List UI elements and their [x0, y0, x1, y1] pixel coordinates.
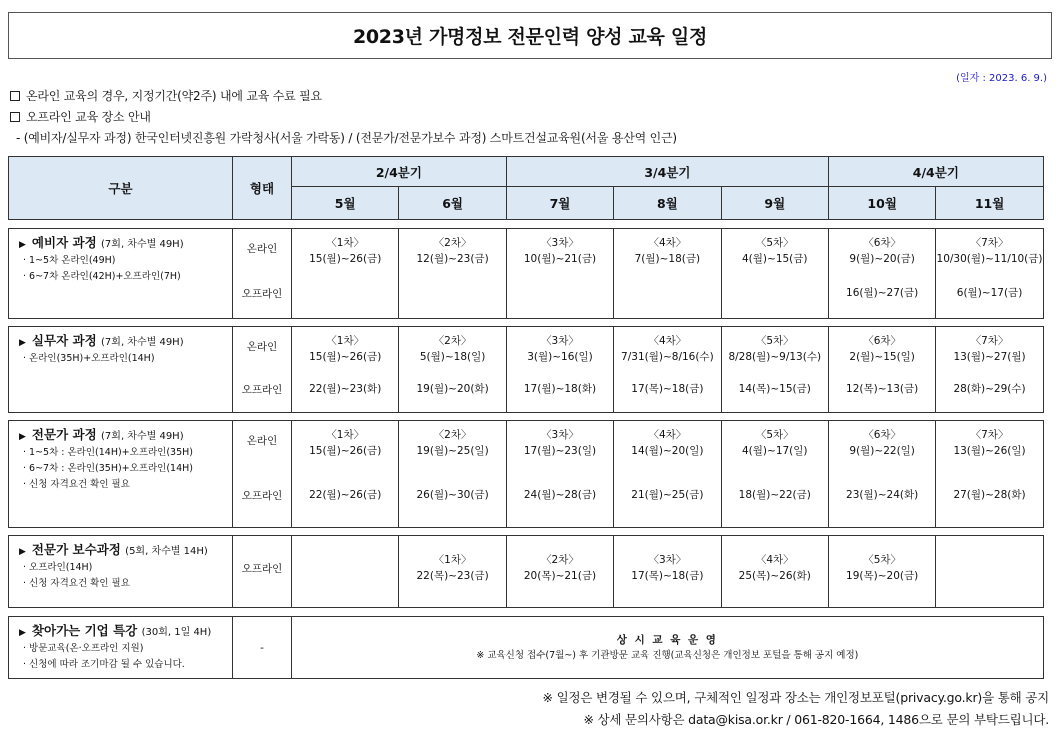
page-title: 2023년 가명정보 전문인력 양성 교육 일정: [352, 26, 708, 48]
online-dates: 19(월)~25(일): [416, 445, 489, 457]
offline-dates: 28(화)~29(수): [953, 383, 1026, 395]
offline-dates: 19(목)~20(금): [846, 570, 919, 582]
online-dates: 15(월)~26(금): [309, 351, 382, 363]
offline-dates: 27(월)~28(화): [953, 489, 1026, 501]
round-label: 〈6차〉: [863, 429, 902, 441]
course-meta: (7회, 차수별 49H): [101, 239, 184, 250]
type-offline: 오프라인: [241, 563, 283, 575]
note-location: - (예비자/실무자 과정) 한국인터넷진흥원 가락청사(서울 가락동) / (전문가/전문가보수 과정) 스마트건설교육원(서울 용산역 인근): [16, 131, 677, 145]
schedule-cell: [399, 229, 506, 319]
round-label: 〈2차〉: [541, 554, 579, 566]
schedule-cell: [614, 421, 721, 528]
round-label: 〈6차〉: [863, 335, 902, 347]
header-month: 5월: [292, 187, 399, 220]
offline-dates: 17(목)~18(금): [631, 383, 704, 395]
course-name: 찾아가는 기업 특강: [31, 623, 138, 638]
schedule-cell: [506, 327, 613, 413]
checkbox-icon: [10, 112, 20, 122]
offline-dates: 17(월)~18(화): [523, 383, 597, 395]
offline-dates: 22(목)~23(금): [416, 570, 489, 582]
type-online: 온라인: [246, 243, 278, 255]
online-dates: 9(월)~20(금): [849, 253, 915, 265]
course-meta: (5회, 차수별 14H): [125, 546, 208, 557]
online-dates: 14(월)~20(일): [631, 445, 704, 457]
offline-dates: 23(월)~24(화): [846, 489, 919, 501]
online-dates: 13(월)~27(월): [953, 351, 1026, 363]
type-cell: [233, 327, 292, 413]
online-dates: 4(월)~15(금): [742, 253, 808, 265]
footer-note-1: ※ 일정은 변경될 수 있으며, 구체적인 일정과 장소는 개인정보포털(privacy.go.kr)을 통해 공지: [542, 690, 1049, 705]
schedule-cell: [292, 229, 399, 319]
note-offline: 오프라인 교육 장소 안내: [26, 110, 151, 124]
offline-dates: 18(월)~22(금): [738, 489, 811, 501]
course-sub-note: · 6~7차 온라인(42H)+오프라인(7H): [23, 271, 181, 282]
type-offline: 오프라인: [241, 288, 283, 300]
schedule-cell: [399, 327, 506, 413]
schedule-cell: [721, 536, 828, 608]
type-offline: 오프라인: [241, 490, 283, 502]
schedule-cell: [721, 327, 828, 413]
schedule-cell: [936, 421, 1043, 528]
note-online: 온라인 교육의 경우, 지정기간(약2주) 내에 교육 수료 필요: [26, 89, 322, 103]
course-block-b3: [8, 420, 1044, 528]
course-block-b4: [8, 535, 1044, 608]
header-month: 7월: [506, 187, 613, 220]
schedule-cell: [292, 536, 399, 608]
type-online: 온라인: [246, 341, 278, 353]
round-label: 〈4차〉: [648, 237, 687, 249]
course-block-b2: [8, 326, 1044, 413]
type-cell: [233, 421, 292, 528]
online-dates: 7(월)~18(금): [634, 253, 701, 265]
course-category: [9, 421, 233, 528]
header-q4: 4/4분기: [828, 157, 1043, 187]
course-meta: (30회, 1일 4H): [141, 627, 212, 638]
round-label: 〈4차〉: [755, 554, 794, 566]
schedule-cell: [721, 421, 828, 528]
course-name: 전문가 보수과정: [31, 542, 121, 557]
course-sub-note: · 온라인(35H)+오프라인(14H): [23, 353, 155, 364]
header-month: 6월: [399, 187, 506, 220]
online-dates: 9(월)~22(일): [849, 445, 915, 457]
round-label: 〈2차〉: [433, 429, 472, 441]
round-label: 〈7차〉: [970, 335, 1009, 347]
round-label: 〈4차〉: [648, 429, 687, 441]
round-label: 〈3차〉: [541, 429, 579, 441]
course-sub-note: · 6~7차 : 온라인(35H)+오프라인(14H): [23, 463, 193, 474]
triangle-icon: ▶: [19, 547, 26, 557]
type-online: 온라인: [246, 435, 278, 447]
notes: [10, 86, 677, 149]
course-sub-note: · 신청 자격요건 확인 필요: [23, 578, 130, 589]
schedule-cell: [828, 536, 935, 608]
offline-dates: 22(월)~26(금): [309, 489, 382, 501]
round-label: 〈1차〉: [433, 554, 472, 566]
onsite-title: 상 시 교 육 운 영: [616, 633, 718, 646]
offline-dates: 26(월)~30(금): [416, 489, 489, 501]
offline-dates: 25(목)~26(화): [738, 570, 811, 582]
triangle-icon: ▶: [19, 240, 26, 250]
schedule-cell: [506, 536, 613, 608]
online-dates: 15(월)~26(금): [309, 445, 382, 457]
schedule-cell: [614, 229, 721, 319]
title-box: [8, 12, 1052, 59]
header-month: 11월: [936, 187, 1043, 220]
course-sub-note: · 방문교육(온·오프라인 지원): [23, 643, 144, 654]
header-month: 8월: [614, 187, 721, 220]
schedule-cell: [506, 229, 613, 319]
round-label: 〈5차〉: [755, 335, 794, 347]
offline-dates: 19(월)~20(화): [416, 383, 489, 395]
round-label: 〈5차〉: [863, 554, 902, 566]
course-block-b1: [8, 228, 1044, 319]
header-q2: 2/4분기: [292, 157, 507, 187]
round-label: 〈3차〉: [648, 554, 687, 566]
header-category: 구분: [9, 157, 233, 220]
type-cell: -: [233, 617, 292, 679]
round-label: 〈1차〉: [326, 237, 365, 249]
offline-dates: 12(목)~13(금): [846, 383, 919, 395]
schedule-cell: [399, 536, 506, 608]
schedule-cell: [936, 327, 1043, 413]
offline-dates: 22(월)~23(화): [309, 383, 382, 395]
online-dates: 10/30(월)~11/10(금): [936, 253, 1043, 265]
triangle-icon: ▶: [19, 432, 26, 442]
checkbox-icon: [10, 91, 20, 101]
issue-date: (일자 : 2023. 6. 9.): [956, 73, 1047, 84]
schedule-cell: [399, 421, 506, 528]
schedule-cell: [828, 421, 935, 528]
schedule-cell: [292, 421, 399, 528]
round-label: 〈4차〉: [648, 335, 687, 347]
course-category: [9, 617, 233, 679]
course-category: [9, 229, 233, 319]
round-label: 〈3차〉: [541, 237, 579, 249]
offline-dates: 6(월)~17(금): [956, 287, 1023, 299]
schedule-cell: [292, 327, 399, 413]
course-category: [9, 327, 233, 413]
footer-note-2: ※ 상세 문의사항은 data@kisa.or.kr / 061-820-1664, 1486으로 문의 부탁드립니다.: [583, 712, 1049, 727]
schedule-cell: [828, 229, 935, 319]
online-dates: 12(월)~23(금): [416, 253, 489, 265]
header-type: 형태: [233, 157, 292, 220]
course-sub-note: · 오프라인(14H): [23, 562, 93, 573]
triangle-icon: ▶: [19, 628, 26, 638]
online-dates: 7/31(월)~8/16(수): [621, 351, 714, 363]
round-label: 〈5차〉: [755, 237, 794, 249]
header-month: 10월: [828, 187, 935, 220]
type-cell: [233, 229, 292, 319]
schedule-cell: [936, 536, 1043, 608]
course-name: 전문가 과정: [31, 427, 97, 442]
course-sub-note: · 1~5차 온라인(49H): [23, 255, 116, 266]
round-label: 〈6차〉: [863, 237, 902, 249]
schedule-header: [8, 156, 1044, 220]
round-label: 〈3차〉: [541, 335, 579, 347]
schedule-cell: [936, 229, 1043, 319]
type-cell: [233, 536, 292, 608]
course-name: 실무자 과정: [31, 333, 97, 348]
header-q3: 3/4분기: [506, 157, 828, 187]
round-label: 〈7차〉: [970, 237, 1009, 249]
course-block-b5: [8, 616, 1044, 679]
type-offline: 오프라인: [241, 384, 283, 396]
course-meta: (7회, 차수별 49H): [101, 337, 184, 348]
schedule-cell: [828, 327, 935, 413]
online-dates: 5(월)~18(일): [419, 351, 486, 363]
offline-dates: 21(월)~25(금): [631, 489, 704, 501]
triangle-icon: ▶: [19, 338, 26, 348]
course-sub-note: · 신청에 따라 조기마감 될 수 있습니다.: [23, 659, 185, 670]
online-dates: 8/28(월)~9/13(수): [728, 351, 822, 363]
course-sub-note: · 1~5차 : 온라인(14H)+오프라인(35H): [23, 447, 193, 458]
onsite-info: [292, 617, 1044, 679]
schedule-cell: [614, 536, 721, 608]
offline-dates: 20(목)~21(금): [523, 570, 597, 582]
course-meta: (7회, 차수별 49H): [101, 431, 184, 442]
round-label: 〈2차〉: [433, 335, 472, 347]
online-dates: 3(월)~16(일): [527, 351, 593, 363]
online-dates: 4(월)~17(일): [742, 445, 808, 457]
offline-dates: 24(월)~28(금): [523, 489, 597, 501]
online-dates: 10(월)~21(금): [523, 253, 597, 265]
course-category: [9, 536, 233, 608]
header-month: 9월: [721, 187, 828, 220]
round-label: 〈5차〉: [755, 429, 794, 441]
offline-dates: 16(월)~27(금): [846, 287, 919, 299]
onsite-desc: ※ 교육신청 접수(7월~) 후 기관방문 교육 진행(교육신청은 개인정보 포털을 통해 공지 예정): [476, 649, 859, 661]
round-label: 〈2차〉: [433, 237, 472, 249]
offline-dates: 17(목)~18(금): [631, 570, 704, 582]
round-label: 〈1차〉: [326, 429, 365, 441]
online-dates: 17(월)~23(일): [523, 445, 597, 457]
schedule-cell: [506, 421, 613, 528]
course-sub-note: · 신청 자격요건 확인 필요: [23, 479, 130, 490]
round-label: 〈1차〉: [326, 335, 365, 347]
schedule-cell: [721, 229, 828, 319]
round-label: 〈7차〉: [970, 429, 1009, 441]
schedule-cell: [614, 327, 721, 413]
online-dates: 13(월)~26(일): [953, 445, 1026, 457]
online-dates: 2(월)~15(일): [849, 351, 915, 363]
online-dates: 15(월)~26(금): [309, 253, 382, 265]
course-name: 예비자 과정: [31, 235, 97, 250]
offline-dates: 14(목)~15(금): [738, 383, 811, 395]
